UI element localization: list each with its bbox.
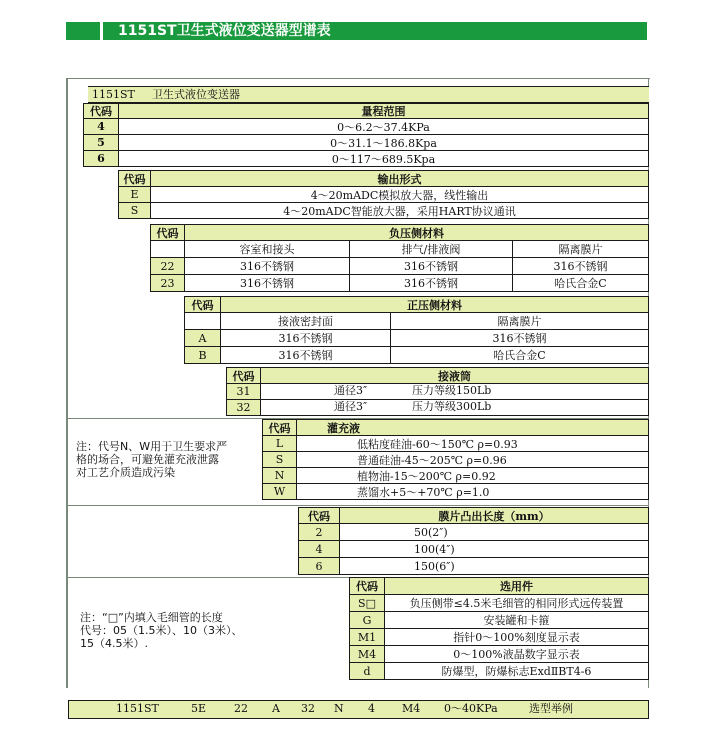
options-value-S: 负压侧带≤4.5米毛细管的相同形式远传装置 — [384, 594, 649, 612]
range-value-5: 0～31.1～186.8Kpa — [118, 134, 649, 151]
pos-blank-code — [184, 312, 221, 330]
example-option: M4 — [402, 702, 421, 715]
pos-code-B: B — [184, 346, 221, 364]
neg-22-housing: 316不锈钢 — [184, 257, 350, 275]
flange-32-pressure: 压力等级300Lb — [412, 400, 492, 413]
flange-31-size: 通径3″ — [334, 384, 368, 397]
fill-value-W: 蒸馏水+5～+70℃ ρ=1.0 — [296, 483, 649, 500]
range-code-label: 代码 — [83, 103, 119, 119]
header-white-tab — [74, 86, 88, 103]
flange-code-32: 32 — [226, 399, 261, 416]
flange-code-label: 代码 — [226, 367, 261, 384]
example-neg-material: 22 — [234, 702, 248, 715]
header-model: 1151ST — [92, 88, 135, 101]
example-model: 1151ST — [116, 702, 159, 715]
neg-23-valve: 316不锈钢 — [349, 274, 513, 292]
flange-code-31: 31 — [226, 383, 261, 400]
output-heading: 输出形式 — [150, 170, 649, 187]
neg-blank-code — [150, 240, 185, 258]
example-span: 0～40KPa — [444, 702, 498, 715]
options-note-line3: 15（4.5米）. — [80, 637, 148, 650]
fill-code-label: 代码 — [262, 419, 297, 436]
options-note-line1: 注：“□”内填入毛细管的长度 — [80, 611, 223, 624]
diaphragm-value-6: 150(6″) — [339, 557, 649, 575]
neg-col-housing: 容室和接头 — [184, 240, 350, 258]
fill-code-L: L — [262, 435, 297, 452]
options-heading: 选用件 — [384, 577, 649, 595]
example-flange: 32 — [301, 702, 315, 715]
pos-heading: 正压侧材料 — [220, 296, 649, 313]
fill-code-S: S — [262, 451, 297, 468]
example-range-output: 5E — [191, 702, 207, 715]
neg-23-diaphragm: 哈氏合金C — [512, 274, 649, 292]
flange-31-pressure: 压力等级150Lb — [412, 384, 492, 397]
output-code-E: E — [118, 186, 151, 203]
range-heading: 量程范围 — [118, 103, 649, 119]
pos-col-diaphragm: 隔离膜片 — [390, 312, 649, 330]
pos-A-seal: 316不锈钢 — [220, 329, 391, 347]
range-code-6: 6 — [83, 150, 119, 167]
output-code-S: S — [118, 202, 151, 219]
options-code-d: d — [349, 662, 385, 680]
fill-note-line2: 格的场合，可避免灌充液泄露 — [76, 453, 219, 466]
section-separator-2 — [68, 505, 648, 506]
title-accent — [66, 22, 100, 40]
output-code-label: 代码 — [118, 170, 151, 187]
range-value-4: 0～6.2～37.4KPa — [118, 118, 649, 135]
pos-B-diaphragm: 哈氏合金C — [390, 346, 649, 364]
pos-code-A: A — [184, 329, 221, 347]
fill-note-line3: 对工艺介质造成污染 — [76, 466, 175, 479]
page-title: 1151ST卫生式液位变送器型谱表 — [118, 23, 331, 39]
options-code-M1: M1 — [349, 628, 385, 646]
neg-code-label: 代码 — [150, 224, 185, 241]
fill-note-line1: 注：代号N、W用于卫生要求严 — [76, 440, 228, 453]
output-value-E: 4～20mADC模拟放大器，线性输出 — [150, 186, 649, 203]
example-label: 选型举例 — [529, 702, 573, 715]
options-value-G: 安装罐和卡箍 — [384, 611, 649, 629]
header-product-name: 卫生式液位变送器 — [152, 88, 240, 101]
example-diaphragm: 4 — [368, 702, 375, 715]
diaphragm-code-4: 4 — [298, 540, 340, 558]
pos-B-seal: 316不锈钢 — [220, 346, 391, 364]
diaphragm-value-2: 50(2″) — [339, 523, 649, 541]
fill-value-N: 植物油-15～200℃ ρ=0.92 — [296, 467, 649, 484]
options-code-S: S□ — [349, 594, 385, 612]
neg-col-valve: 排气/排液阀 — [349, 240, 513, 258]
example-fill: N — [334, 702, 344, 715]
fill-code-W: W — [262, 483, 297, 500]
neg-code-23: 23 — [150, 274, 185, 292]
range-code-5: 5 — [83, 134, 119, 151]
fill-code-N: N — [262, 467, 297, 484]
frame-left — [66, 78, 68, 688]
range-value-6: 0～117～689.5Kpa — [118, 150, 649, 167]
fill-value-L: 低粘度硅油-60～150℃ ρ=0.93 — [296, 435, 649, 452]
neg-23-housing: 316不锈钢 — [184, 274, 350, 292]
neg-heading: 负压侧材料 — [184, 224, 649, 241]
diaphragm-code-2: 2 — [298, 523, 340, 541]
neg-22-valve: 316不锈钢 — [349, 257, 513, 275]
diaphragm-code-6: 6 — [298, 557, 340, 575]
diaphragm-code-label: 代码 — [298, 507, 340, 524]
output-value-S: 4～20mADC智能放大器，采用HART协议通讯 — [150, 202, 649, 219]
options-code-label: 代码 — [349, 577, 385, 595]
options-value-M1: 指针0～100%刻度显示表 — [384, 628, 649, 646]
example-pos-material: A — [272, 702, 280, 715]
range-code-4: 4 — [83, 118, 119, 135]
flange-heading: 接液筒 — [260, 367, 649, 384]
options-code-G: G — [349, 611, 385, 629]
flange-32-size: 通径3″ — [334, 400, 368, 413]
options-value-d: 防爆型，防爆标志ExdⅡBT4-6 — [384, 662, 649, 680]
options-value-M4: 0～100%液晶数字显示表 — [384, 645, 649, 663]
neg-col-diaphragm: 隔离膜片 — [512, 240, 649, 258]
frame-top — [66, 78, 650, 79]
pos-col-seal: 接液密封面 — [220, 312, 391, 330]
fill-heading: 灌充液 — [296, 419, 649, 436]
fill-value-S: 普通硅油-45～205℃ ρ=0.96 — [296, 451, 649, 468]
options-code-M4: M4 — [349, 645, 385, 663]
diaphragm-value-4: 100(4″) — [339, 540, 649, 558]
diaphragm-heading: 膜片凸出长度（mm） — [339, 507, 649, 524]
pos-code-label: 代码 — [184, 296, 221, 313]
options-note-line2: 代号：05（1.5米）、10（3米）、 — [80, 624, 243, 637]
neg-code-22: 22 — [150, 257, 185, 275]
pos-A-diaphragm: 316不锈钢 — [390, 329, 649, 347]
neg-22-diaphragm: 316不锈钢 — [512, 257, 649, 275]
